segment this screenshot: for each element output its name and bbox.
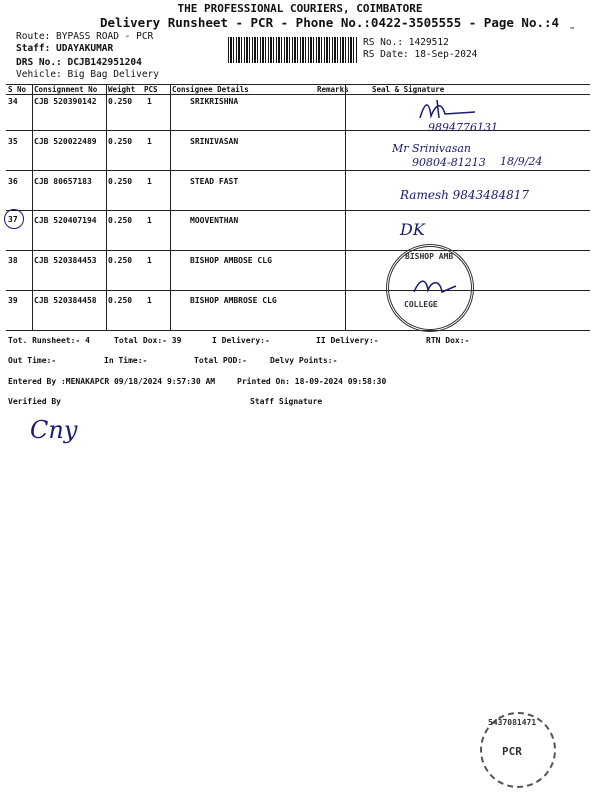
row-weight: 0.250 [108,296,133,305]
route: Route: BYPASS ROAD - PCR [16,31,154,42]
row-weight: 0.250 [108,177,133,186]
row-pcs: 1 [147,296,152,305]
col-pcs: PCS [144,85,158,94]
rs-date: RS Date: 18-Sep-2024 [363,49,478,60]
row-consignee: MOOVENTHAN [190,216,239,225]
vehicle: Vehicle: Big Bag Delivery [16,69,159,80]
row-sno: 34 [8,97,18,106]
staff-signature: Staff Signature [250,397,323,406]
row-37-circle-mark [4,209,24,229]
row-consignee: SRIKRISHNA [190,97,239,106]
stamp-side-text: COLLEGE [404,300,438,309]
runsheet-title: Delivery Runsheet - PCR - Phone No.:0422-3505555 - Page No.:4 [100,15,560,30]
corner-mark: ‑ [568,20,577,36]
company-name: THE PROFESSIONAL COURIERS, COIMBATORE [177,2,423,15]
col-remarks: Remarks [317,85,349,94]
col-consignee: Consignee Details [172,85,249,94]
row-weight: 0.250 [108,97,133,106]
barcode [228,37,358,63]
total-dox: Total Dox:- 39 [114,336,182,345]
row-sno: 36 [8,177,18,186]
out-time: Out Time:- [8,356,57,365]
row-pcs: 1 [147,216,152,225]
row-consignee: SRINIVASAN [190,137,239,146]
signature-row-38 [410,272,460,302]
row-weight: 0.250 [108,256,133,265]
drs-number: DRS No.: DCJB142951204 [16,57,142,68]
row-pcs: 1 [147,177,152,186]
row-consignee: STEAD FAST [190,177,239,186]
tot-runsheet: Tot. Runsheet:- 4 [8,336,90,345]
row-consignment: CJB 520407194 [34,216,97,225]
total-pod: Total POD:- [194,356,247,365]
row-pcs: 1 [147,256,152,265]
staff: Staff: UDAYAKUMAR [16,43,114,54]
rs-number: RS No.: 1429512 [363,37,449,48]
pcr-stamp-number: 5437081471 [488,718,537,727]
row-pcs: 1 [147,97,152,106]
col-sno: S No [8,85,27,94]
verified-by: Verified By [8,397,61,406]
handwriting-row-35-phone: 90804-81213 [412,156,486,169]
entered-by: Entered By :MENAKAPCR 09/18/2024 9:57:30 AM [8,377,216,386]
row-sno: 35 [8,137,18,146]
row-consignment: CJB 520022489 [34,137,97,146]
delvy-points: Delvy Points:- [270,356,338,365]
row-sno: 39 [8,296,18,305]
col-consignment: Consignment No [34,85,98,94]
in-time: In Time:- [104,356,148,365]
handwriting-row-37: DK [400,220,425,239]
i-delivery: I Delivery:- [212,336,270,345]
handwriting-row-36: Ramesh 9843484817 [400,188,529,202]
verified-by-signature: Cny [30,416,78,444]
col-weight: Weight [108,85,136,94]
row-consignment: CJB 520384453 [34,256,97,265]
row-weight: 0.250 [108,137,133,146]
row-weight: 0.250 [108,216,133,225]
row-sno: 37 [8,215,18,224]
row-consignment: CJB 520384458 [34,296,97,305]
col-seal-signature: Seal & Signature [372,85,445,94]
pcr-stamp-label: PCR [502,745,522,758]
row-consignment: CJB 80657183 [34,177,92,186]
rtn-dox: RTN Dox:- [426,336,470,345]
ii-delivery: II Delivery:- [316,336,379,345]
row-sno: 38 [8,256,18,265]
row-consignee: BISHOP AMBOSE CLG [190,256,272,265]
row-pcs: 1 [147,137,152,146]
handwriting-row-35-name: Mr Srinivasan [392,142,471,155]
handwriting-row-35-date: 18/9/24 [500,155,543,168]
row-consignee: BISHOP AMBROSE CLG [190,296,277,305]
stamp-top-text: BISHOP AMB [405,252,454,261]
printed-on: Printed On: 18-09-2024 09:58:30 [237,377,387,386]
row-consignment: CJB 520390142 [34,97,97,106]
handwriting-row-34: 9894776131 [428,121,498,134]
